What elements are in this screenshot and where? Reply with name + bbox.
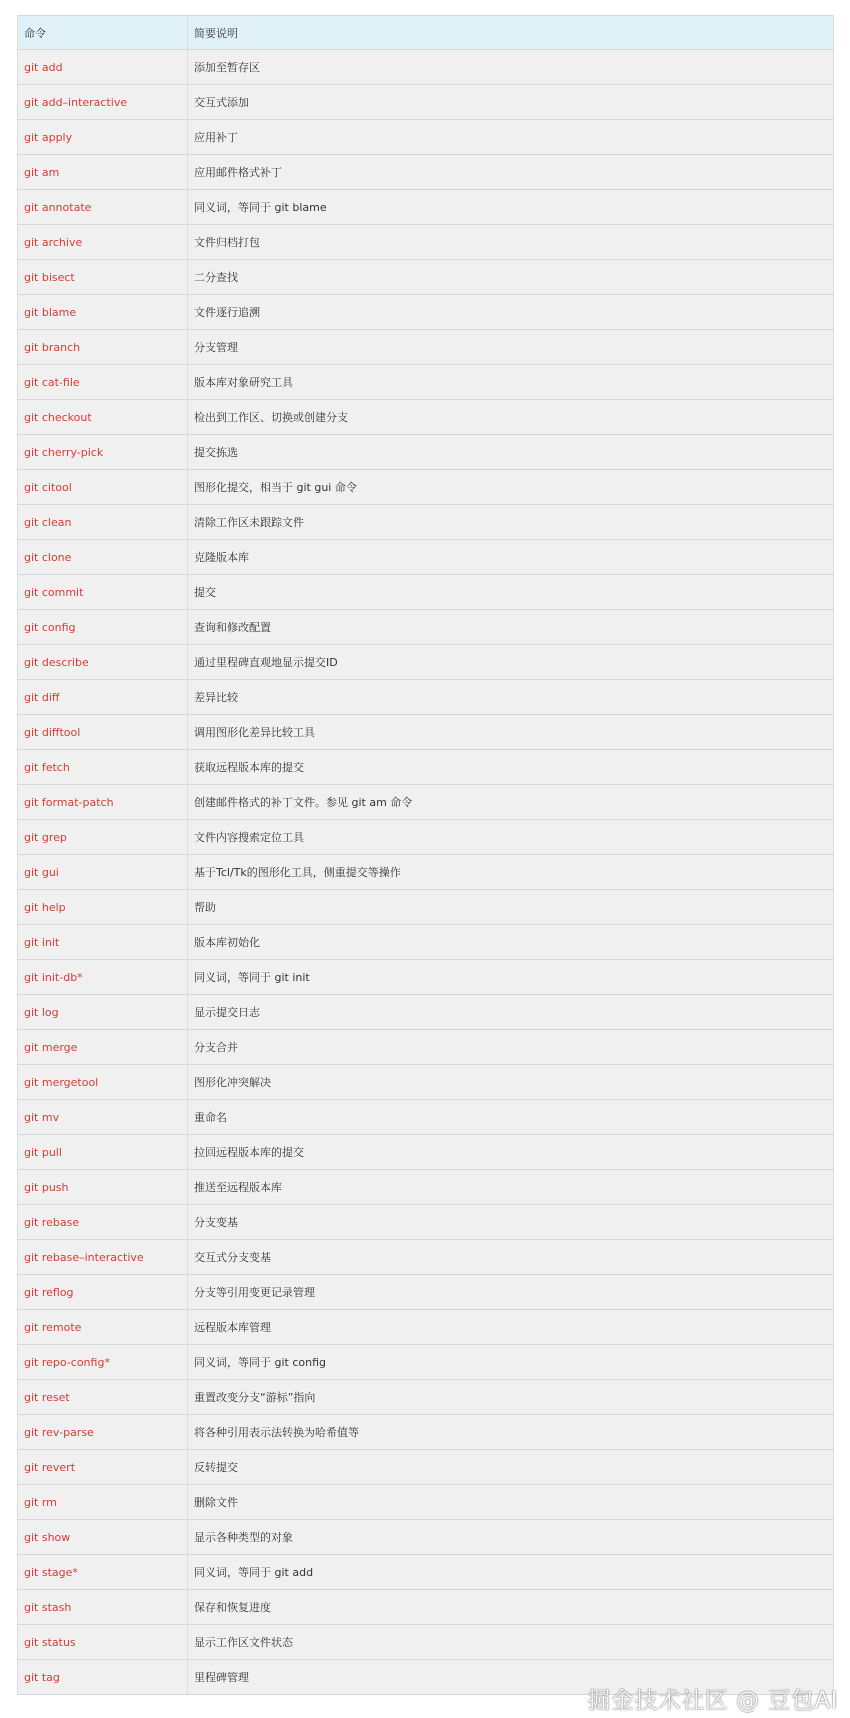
- command-cell: git config: [18, 610, 188, 645]
- command-cell: git tag: [18, 1660, 188, 1695]
- description-cell: 应用邮件格式补丁: [188, 155, 834, 190]
- table-row: [18, 1100, 834, 1135]
- table-row: [18, 855, 834, 890]
- table-row: [18, 890, 834, 925]
- description-cell: 交互式添加: [188, 85, 834, 120]
- command-cell: git revert: [18, 1450, 188, 1485]
- table-row: [18, 540, 834, 575]
- column-header-command: 命令: [18, 16, 188, 50]
- description-cell: 分支合并: [188, 1030, 834, 1065]
- command-cell: git init: [18, 925, 188, 960]
- command-cell: git status: [18, 1625, 188, 1660]
- table-row: [18, 995, 834, 1030]
- description-cell: 应用补丁: [188, 120, 834, 155]
- table-row: [18, 645, 834, 680]
- command-cell: git repo-config*: [18, 1345, 188, 1380]
- table-row: [18, 1450, 834, 1485]
- command-cell: git help: [18, 890, 188, 925]
- command-cell: git rm: [18, 1485, 188, 1520]
- table-row: [18, 470, 834, 505]
- description-cell: 里程碑管理: [188, 1660, 834, 1695]
- command-cell: git gui: [18, 855, 188, 890]
- command-cell: git archive: [18, 225, 188, 260]
- table-row: [18, 1205, 834, 1240]
- command-cell: git reflog: [18, 1275, 188, 1310]
- description-cell: 通过里程碑直观地显示提交ID: [188, 645, 834, 680]
- command-cell: git stash: [18, 1590, 188, 1625]
- command-cell: git branch: [18, 330, 188, 365]
- command-cell: git add–interactive: [18, 85, 188, 120]
- table-row: [18, 295, 834, 330]
- description-cell: 同义词，等同于 git init: [188, 960, 834, 995]
- description-cell: 显示各种类型的对象: [188, 1520, 834, 1555]
- command-cell: git am: [18, 155, 188, 190]
- description-cell: 显示提交日志: [188, 995, 834, 1030]
- command-cell: git show: [18, 1520, 188, 1555]
- column-header-description: 简要说明: [188, 16, 834, 50]
- command-cell: git rebase: [18, 1205, 188, 1240]
- description-cell: 版本库初始化: [188, 925, 834, 960]
- description-cell: 清除工作区未跟踪文件: [188, 505, 834, 540]
- description-cell: 保存和恢复进度: [188, 1590, 834, 1625]
- description-cell: 同义词，等同于 git add: [188, 1555, 834, 1590]
- table-row: [18, 1030, 834, 1065]
- description-cell: 同义词，等同于 git blame: [188, 190, 834, 225]
- table-row: [18, 1625, 834, 1660]
- command-cell: git add: [18, 50, 188, 85]
- table-row: [18, 1485, 834, 1520]
- description-cell: 克隆版本库: [188, 540, 834, 575]
- description-cell: 拉回远程版本库的提交: [188, 1135, 834, 1170]
- description-cell: 版本库对象研究工具: [188, 365, 834, 400]
- command-cell: git annotate: [18, 190, 188, 225]
- command-cell: git merge: [18, 1030, 188, 1065]
- command-cell: git describe: [18, 645, 188, 680]
- table-row: [18, 50, 834, 85]
- command-cell: git apply: [18, 120, 188, 155]
- table-row: [18, 505, 834, 540]
- description-cell: 检出到工作区、切换或创建分支: [188, 400, 834, 435]
- command-cell: git diff: [18, 680, 188, 715]
- description-cell: 添加至暂存区: [188, 50, 834, 85]
- table-row: [18, 365, 834, 400]
- command-cell: git reset: [18, 1380, 188, 1415]
- table-row: [18, 1240, 834, 1275]
- table-header-row: [18, 16, 834, 50]
- command-cell: git cherry-pick: [18, 435, 188, 470]
- description-cell: 重置改变分支“游标”指向: [188, 1380, 834, 1415]
- description-cell: 二分查找: [188, 260, 834, 295]
- table-row: [18, 120, 834, 155]
- command-cell: git commit: [18, 575, 188, 610]
- description-cell: 分支变基: [188, 1205, 834, 1240]
- description-cell: 将各种引用表示法转换为哈希值等: [188, 1415, 834, 1450]
- description-cell: 反转提交: [188, 1450, 834, 1485]
- watermark: 掘金技术社区 @ 豆包AI: [587, 1688, 838, 1714]
- command-cell: git blame: [18, 295, 188, 330]
- table-row: [18, 1170, 834, 1205]
- description-cell: 提交: [188, 575, 834, 610]
- table-row: [18, 820, 834, 855]
- description-cell: 远程版本库管理: [188, 1310, 834, 1345]
- description-cell: 查询和修改配置: [188, 610, 834, 645]
- description-cell: 文件归档打包: [188, 225, 834, 260]
- table-row: [18, 1310, 834, 1345]
- table-row: [18, 610, 834, 645]
- git-command-table: [17, 15, 834, 1695]
- table-row: [18, 1065, 834, 1100]
- description-cell: 显示工作区文件状态: [188, 1625, 834, 1660]
- description-cell: 基于Tcl/Tk的图形化工具，侧重提交等操作: [188, 855, 834, 890]
- table-row: [18, 400, 834, 435]
- command-cell: git rev-parse: [18, 1415, 188, 1450]
- command-cell: git remote: [18, 1310, 188, 1345]
- command-cell: git checkout: [18, 400, 188, 435]
- command-cell: git fetch: [18, 750, 188, 785]
- table-row: [18, 1415, 834, 1450]
- description-cell: 图形化冲突解决: [188, 1065, 834, 1100]
- description-cell: 分支管理: [188, 330, 834, 365]
- command-cell: git grep: [18, 820, 188, 855]
- description-cell: 文件内容搜索定位工具: [188, 820, 834, 855]
- table-row: [18, 1345, 834, 1380]
- table-row: [18, 575, 834, 610]
- table-row: [18, 925, 834, 960]
- description-cell: 图形化提交，相当于 git gui 命令: [188, 470, 834, 505]
- table-header: [18, 16, 834, 50]
- table-row: [18, 190, 834, 225]
- git-command-table-container: [17, 15, 833, 1695]
- table-row: [18, 1135, 834, 1170]
- table-row: [18, 1275, 834, 1310]
- command-cell: git mv: [18, 1100, 188, 1135]
- command-cell: git init-db*: [18, 960, 188, 995]
- description-cell: 帮助: [188, 890, 834, 925]
- command-cell: git mergetool: [18, 1065, 188, 1100]
- description-cell: 调用图形化差异比较工具: [188, 715, 834, 750]
- command-cell: git stage*: [18, 1555, 188, 1590]
- description-cell: 同义词，等同于 git config: [188, 1345, 834, 1380]
- description-cell: 重命名: [188, 1100, 834, 1135]
- table-row: [18, 155, 834, 190]
- table-row: [18, 1555, 834, 1590]
- command-cell: git clean: [18, 505, 188, 540]
- table-body: [18, 50, 834, 1695]
- description-cell: 获取远程版本库的提交: [188, 750, 834, 785]
- table-row: [18, 1380, 834, 1415]
- table-row: [18, 1520, 834, 1555]
- command-cell: git push: [18, 1170, 188, 1205]
- description-cell: 分支等引用变更记录管理: [188, 1275, 834, 1310]
- description-cell: 删除文件: [188, 1485, 834, 1520]
- table-row: [18, 1590, 834, 1625]
- command-cell: git bisect: [18, 260, 188, 295]
- description-cell: 交互式分支变基: [188, 1240, 834, 1275]
- description-cell: 推送至远程版本库: [188, 1170, 834, 1205]
- table-row: [18, 715, 834, 750]
- table-row: [18, 85, 834, 120]
- table-row: [18, 680, 834, 715]
- table-row: [18, 785, 834, 820]
- command-cell: git cat-file: [18, 365, 188, 400]
- command-cell: git citool: [18, 470, 188, 505]
- table-row: [18, 330, 834, 365]
- description-cell: 文件逐行追溯: [188, 295, 834, 330]
- command-cell: git log: [18, 995, 188, 1030]
- command-cell: git pull: [18, 1135, 188, 1170]
- description-cell: 创建邮件格式的补丁文件。参见 git am 命令: [188, 785, 834, 820]
- table-row: [18, 960, 834, 995]
- command-cell: git clone: [18, 540, 188, 575]
- command-cell: git difftool: [18, 715, 188, 750]
- description-cell: 差异比较: [188, 680, 834, 715]
- command-cell: git rebase–interactive: [18, 1240, 188, 1275]
- description-cell: 提交拣选: [188, 435, 834, 470]
- table-row: [18, 225, 834, 260]
- table-row: [18, 435, 834, 470]
- table-row: [18, 260, 834, 295]
- table-row: [18, 750, 834, 785]
- command-cell: git format-patch: [18, 785, 188, 820]
